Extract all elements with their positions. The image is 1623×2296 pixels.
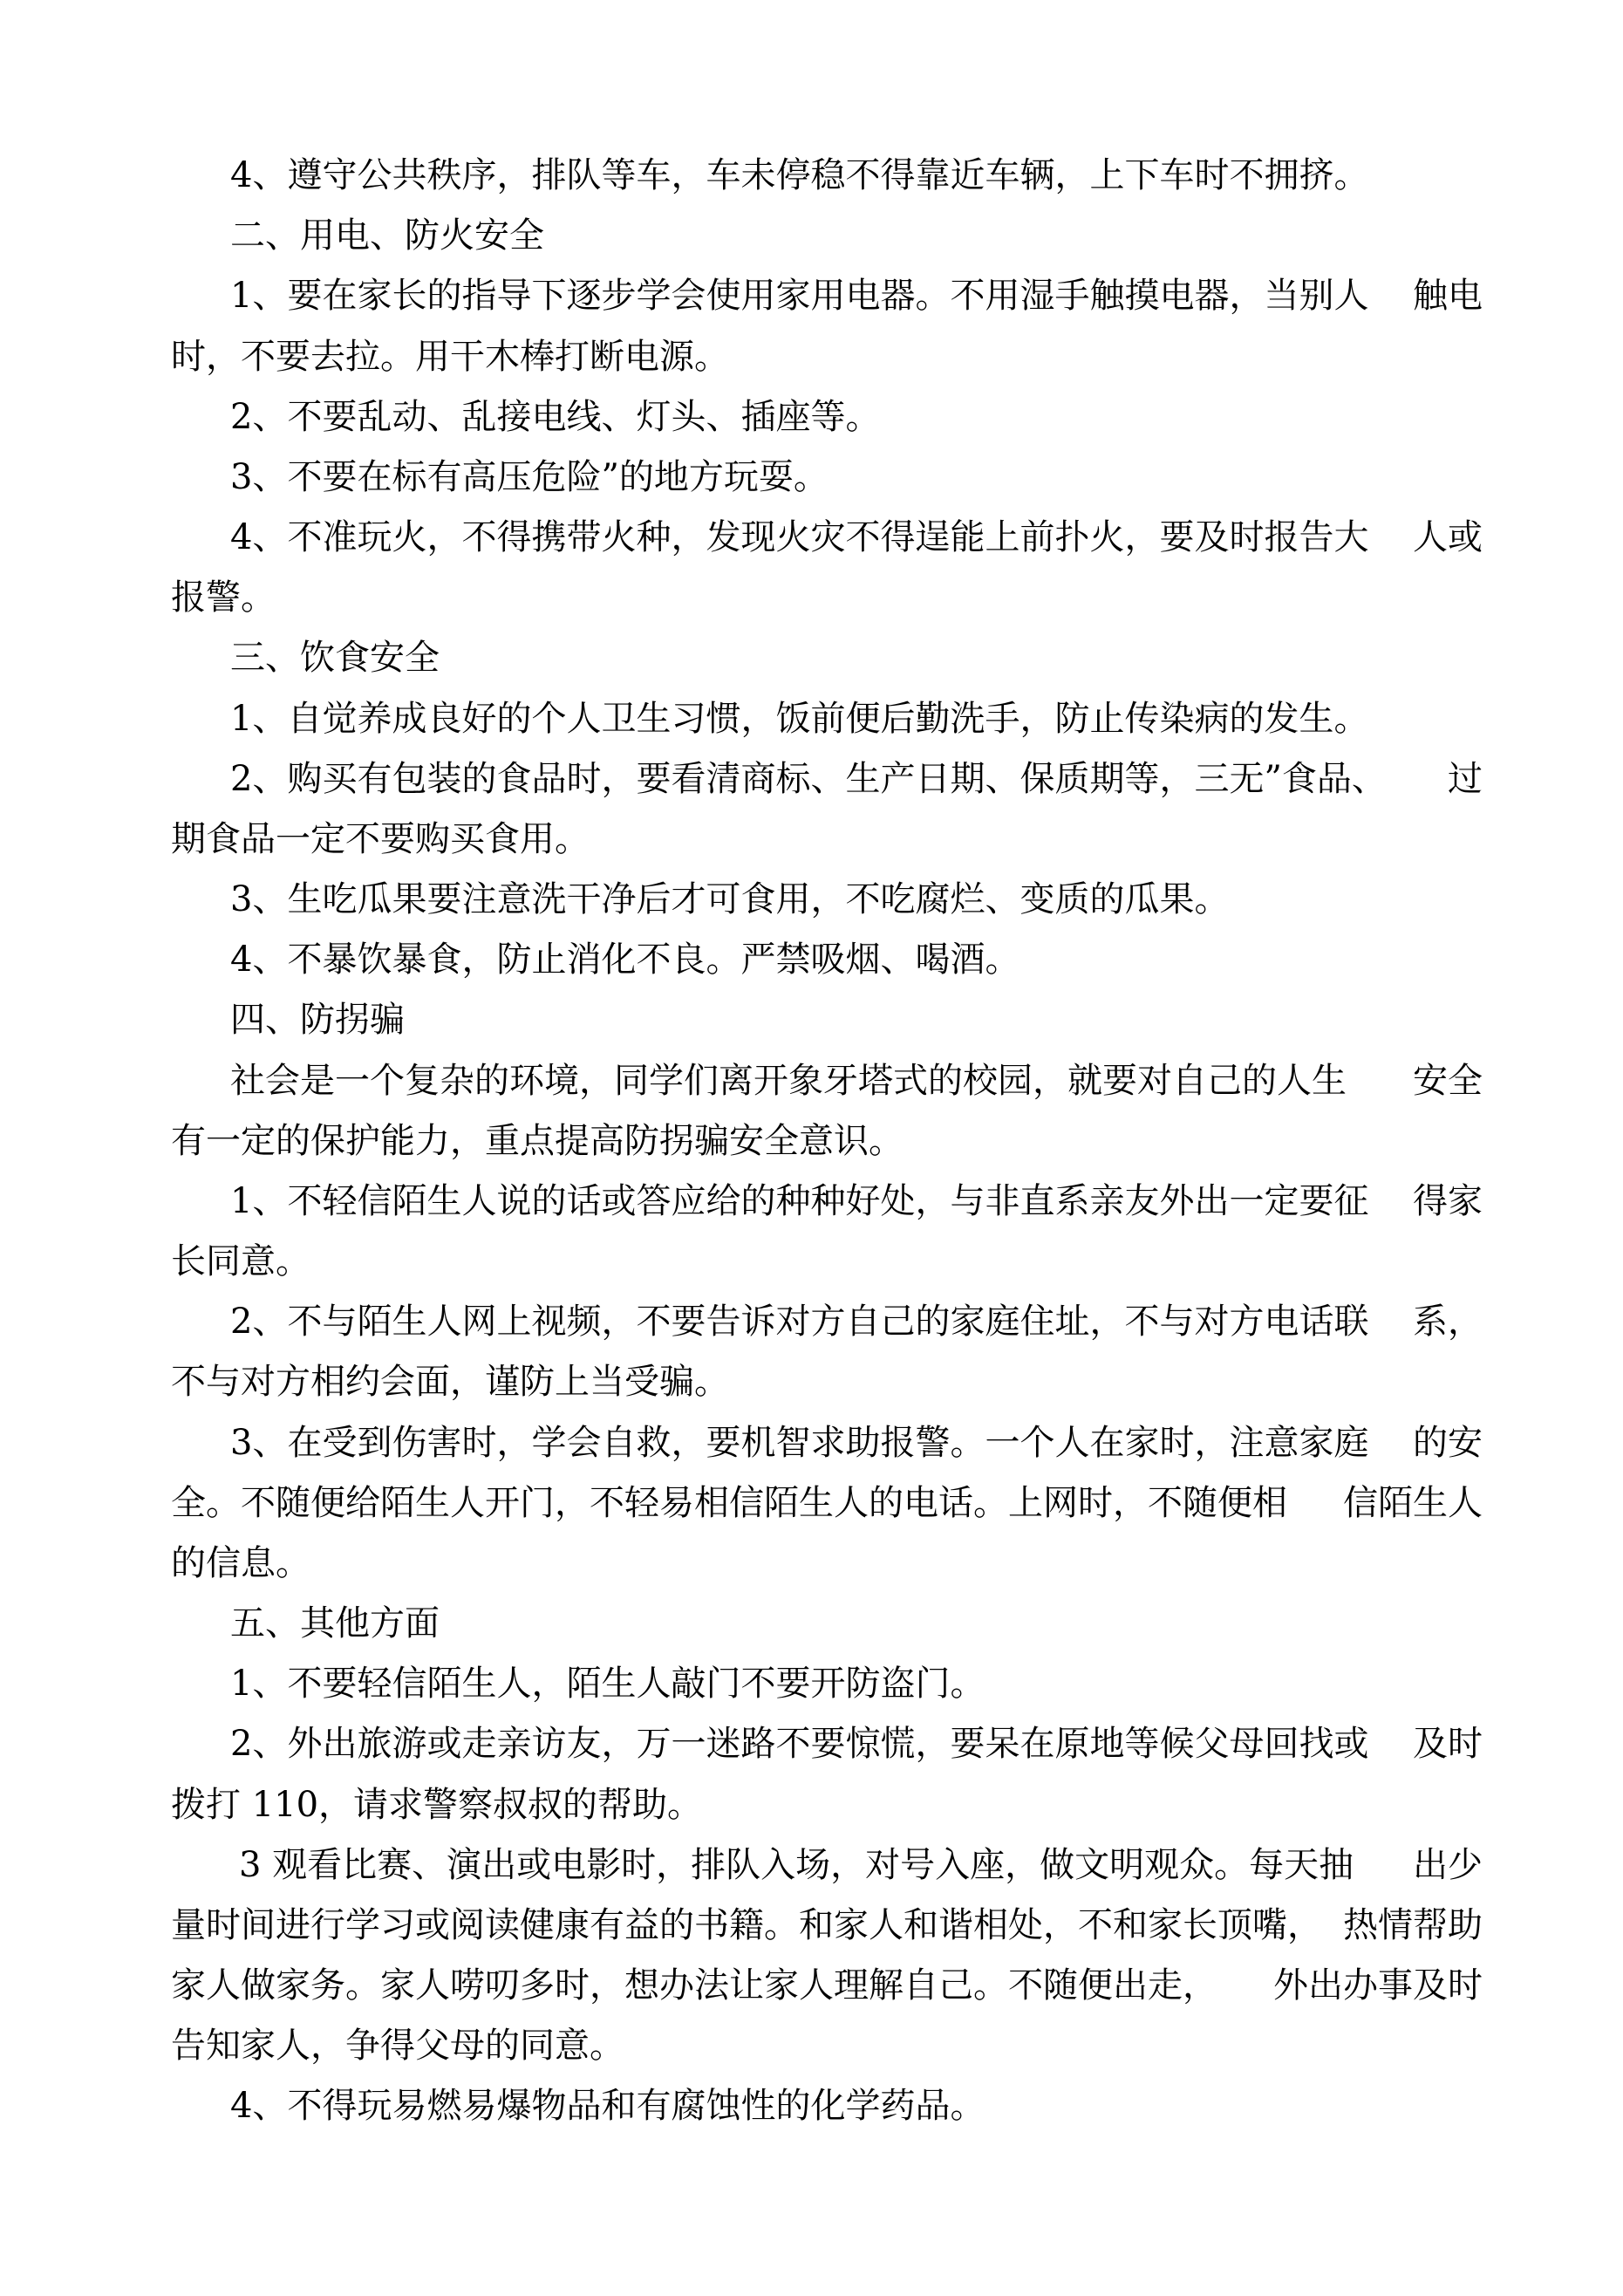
text-segment: 4、不准玩火，不得携带火种，发现火灾不得逞能上前扑火，要及时报告大 bbox=[230, 517, 1369, 557]
text-segment: 2、购买有包装的食品时，要看清商标、生产日期、保质期等，三无”食品、 bbox=[230, 759, 1387, 799]
text-line: 3、不要在标有高压危险”的地方玩耍。 bbox=[230, 457, 829, 497]
text-line bbox=[230, 514, 1483, 561]
text-segment: 信陌生人 bbox=[1343, 1483, 1483, 1523]
text-line bbox=[171, 1479, 1483, 1527]
text-segment: 家人做家务。家人唠叨多时，想办法让家人理解自己。不随便出走， bbox=[171, 1965, 1217, 2006]
text-segment: 安全 bbox=[1413, 1061, 1483, 1101]
text-line: 1、自觉养成良好的个人卫生习惯，饭前便后勤洗手，防止传染病的发生。 bbox=[230, 699, 1369, 739]
text-line bbox=[239, 1842, 1483, 1889]
text-line bbox=[171, 1962, 1483, 2009]
text-segment: 触电 bbox=[1413, 276, 1483, 316]
text-line: 2、不要乱动、乱接电线、灯头、插座等。 bbox=[230, 397, 881, 437]
text-line: 3、生吃瓜果要注意洗干净后才可食用，不吃腐烂、变质的瓜果。 bbox=[230, 879, 1230, 919]
text-segment: 1、不轻信陌生人说的话或答应给的种种好处，与非直系亲友外出一定要征 bbox=[230, 1181, 1369, 1221]
text-line: 报警。 bbox=[171, 577, 276, 618]
text-line: 4、不暴饮暴食，防止消化不良。严禁吸烟、喝酒。 bbox=[230, 940, 1020, 980]
text-segment: 量时间进行学习或阅读健康有益的书籍。和家人和谐相处，不和家长顶嘴， bbox=[171, 1905, 1322, 1945]
section-heading: 五、其他方面 bbox=[230, 1603, 440, 1643]
text-line: 期食品一定不要购买食用。 bbox=[171, 819, 590, 859]
text-line: 拨打 110，请求警察叔叔的帮助。 bbox=[171, 1785, 703, 1825]
text-segment: 的安 bbox=[1413, 1423, 1483, 1463]
text-segment: 热情帮助 bbox=[1343, 1905, 1483, 1945]
text-segment: 1、要在家长的指导下逐步学会使用家用电器。不用湿手触摸电器，当别人 bbox=[230, 276, 1369, 316]
text-line: 有一定的保护能力，重点提高防拐骗安全意识。 bbox=[171, 1121, 904, 1161]
text-line bbox=[230, 1298, 1483, 1345]
text-segment: 3 观看比赛、演出或电影时，排队入场，对号入座，做文明观众。每天抽 bbox=[239, 1845, 1354, 1885]
text-line bbox=[230, 755, 1483, 803]
text-line: 不与对方相约会面，谨防上当受骗。 bbox=[171, 1362, 729, 1402]
text-segment: 及时 bbox=[1413, 1724, 1483, 1764]
text-segment: 过 bbox=[1448, 759, 1483, 799]
section-heading: 三、饮食安全 bbox=[230, 638, 440, 678]
text-line bbox=[230, 1057, 1483, 1104]
text-segment: 外出办事及时 bbox=[1273, 1965, 1483, 2006]
text-line: 4、不得玩易燃易爆物品和有腐蚀性的化学药品。 bbox=[230, 2086, 985, 2126]
text-segment: 出少 bbox=[1413, 1845, 1483, 1885]
text-segment: 3、在受到伤害时，学会自救，要机智求助报警。一个人在家时，注意家庭 bbox=[230, 1423, 1369, 1463]
section-heading: 四、防拐骗 bbox=[230, 1000, 405, 1040]
text-segment: 2、外出旅游或走亲访友，万一迷路不要惊慌，要呆在原地等候父母回找或 bbox=[230, 1724, 1369, 1764]
text-line bbox=[230, 1419, 1483, 1466]
text-line: 4、遵守公共秩序，排队等车，车未停稳不得靠近车辆，上下车时不拥挤。 bbox=[230, 155, 1369, 195]
text-line: 长同意。 bbox=[171, 1241, 310, 1281]
text-segment: 全。不随便给陌生人开门，不轻易相信陌生人的电话。上网时，不随便相 bbox=[171, 1483, 1287, 1523]
text-segment: 2、不与陌生人网上视频，不要告诉对方自己的家庭住址，不与对方电话联 bbox=[230, 1302, 1369, 1342]
text-line: 的信息。 bbox=[171, 1543, 310, 1583]
text-segment: 得家 bbox=[1413, 1181, 1483, 1221]
text-line bbox=[171, 1902, 1483, 1949]
text-line bbox=[230, 1720, 1483, 1767]
text-segment: 系， bbox=[1413, 1302, 1483, 1342]
text-line bbox=[230, 272, 1483, 319]
text-segment: 社会是一个复杂的环境，同学们离开象牙塔式的校园，就要对自己的人生 bbox=[230, 1061, 1347, 1101]
text-line: 告知家人，争得父母的同意。 bbox=[171, 2026, 624, 2066]
text-segment: 人或 bbox=[1413, 517, 1483, 557]
section-heading: 二、用电、防火安全 bbox=[230, 215, 544, 256]
text-line bbox=[230, 1178, 1483, 1225]
text-line: 时，不要去拉。用干木棒打断电源。 bbox=[171, 337, 729, 377]
text-line: 1、不要轻信陌生人，陌生人敲门不要开防盗门。 bbox=[230, 1664, 985, 1704]
